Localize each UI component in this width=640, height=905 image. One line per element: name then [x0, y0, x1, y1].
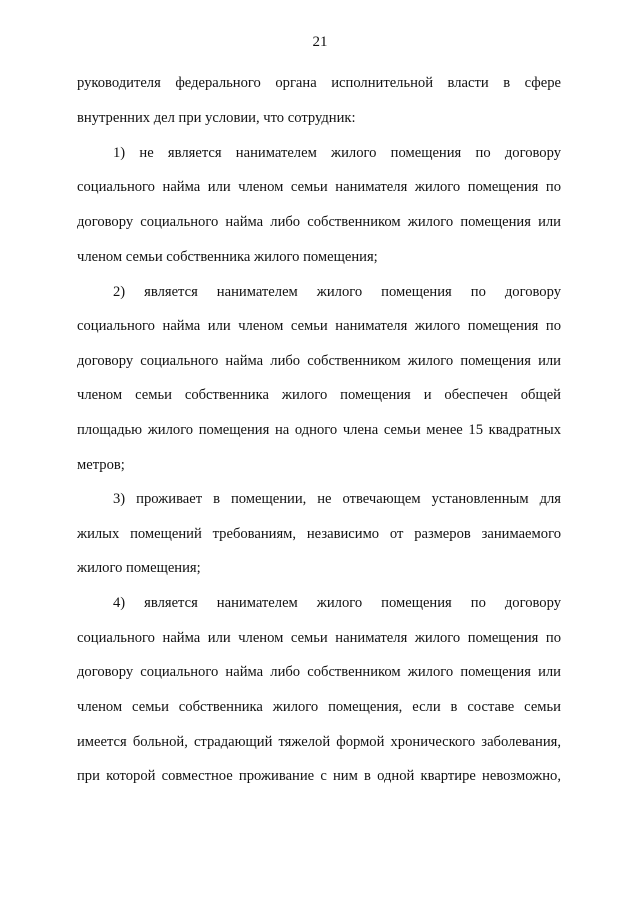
text-line: договору социального найма либо собственником жилого помещения или [77, 664, 561, 680]
text-line: метров; [77, 457, 125, 473]
text-line: внутренних дел при условии, что сотрудник: [77, 110, 356, 126]
text-line: жилого помещения; [77, 560, 201, 576]
text-line: членом семьи собственника жилого помещения; [77, 249, 378, 265]
page-number: 21 [312, 34, 328, 50]
text-line: жилых помещений требованиям, независимо от размеров занимаемого [77, 526, 561, 542]
text-line: при которой совместное проживание с ним в одной квартире невозможно, [77, 768, 561, 784]
text-line: членом семьи собственника жилого помещения и обеспечен общей [77, 387, 561, 403]
text-line: 2) является нанимателем жилого помещения по договору [113, 284, 561, 300]
text-line: площадью жилого помещения на одного члена семьи менее 15 квадратных [77, 422, 561, 438]
text-line: договору социального найма либо собственником жилого помещения или [77, 353, 561, 369]
text-line: руководителя федерального органа исполнительной власти в сфере [77, 75, 561, 91]
text-line: 3) проживает в помещении, не отвечающем установленным для [113, 491, 561, 507]
text-line: социального найма или членом семьи нанимателя жилого помещения по [77, 630, 561, 646]
text-line: 1) не является нанимателем жилого помещения по договору [113, 145, 561, 161]
text-line: имеется больной, страдающий тяжелой формой хронического заболевания, [77, 734, 561, 750]
text-line: членом семьи собственника жилого помещения, если в составе семьи [77, 699, 561, 715]
text-line: социального найма или членом семьи нанимателя жилого помещения по [77, 318, 561, 334]
text-line: социального найма или членом семьи нанимателя жилого помещения по [77, 179, 561, 195]
text-line: 4) является нанимателем жилого помещения по договору [113, 595, 561, 611]
text-line: договору социального найма либо собственником жилого помещения или [77, 214, 561, 230]
